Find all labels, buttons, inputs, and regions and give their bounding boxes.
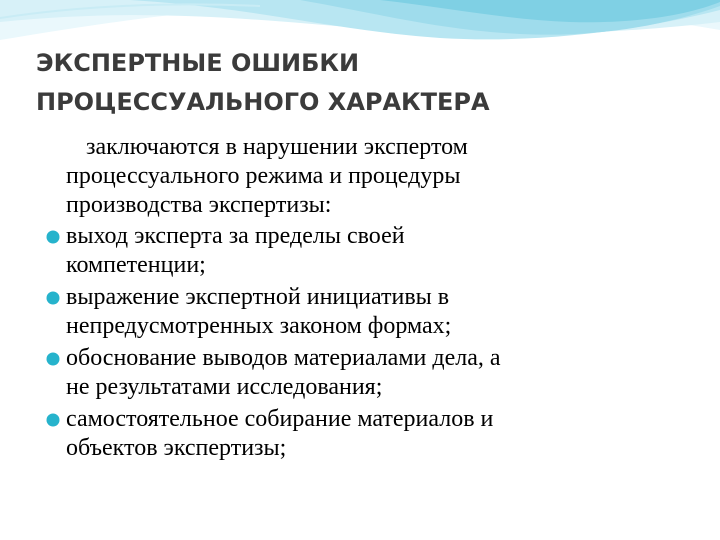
bullet-dot-icon	[46, 291, 60, 305]
bullet-item	[0, 405, 720, 463]
bullet-dot-icon	[46, 230, 60, 244]
intro-paragraph	[0, 133, 720, 220]
bullet-dot-icon	[46, 352, 60, 366]
slide-title-line: ПРОЦЕССУАЛЬНОГО ХАРАКТЕРА	[36, 88, 490, 116]
bullet-line: компетенции;	[66, 252, 206, 278]
slide-body	[0, 133, 720, 466]
bullet-line: не результатами исследования;	[66, 374, 383, 400]
slide-title-line: ЭКСПЕРТНЫЕ ОШИБКИ	[36, 49, 360, 77]
bullet-line: непредусмотренных законом формах;	[66, 313, 452, 339]
bullet-item	[0, 283, 720, 341]
bullet-list	[0, 222, 720, 463]
intro-line: производства экспертизы:	[66, 192, 332, 218]
intro-line: процессуального режима и процедуры	[66, 163, 461, 189]
bullet-line: объектов экспертизы;	[66, 435, 287, 461]
slide-title	[36, 44, 676, 122]
bullet-item	[0, 344, 720, 402]
bullet-line: самостоятельное собирание материалов и	[66, 406, 494, 432]
intro-line: заключаются в нарушении экспертом	[86, 134, 468, 160]
bullet-dot-icon	[46, 413, 60, 427]
bullet-line: выражение экспертной инициативы в	[66, 284, 450, 310]
bullet-line: выход эксперта за пределы своей	[66, 223, 405, 249]
bullet-line: обоснование выводов материалами дела, а	[66, 345, 501, 371]
bullet-item	[0, 222, 720, 280]
